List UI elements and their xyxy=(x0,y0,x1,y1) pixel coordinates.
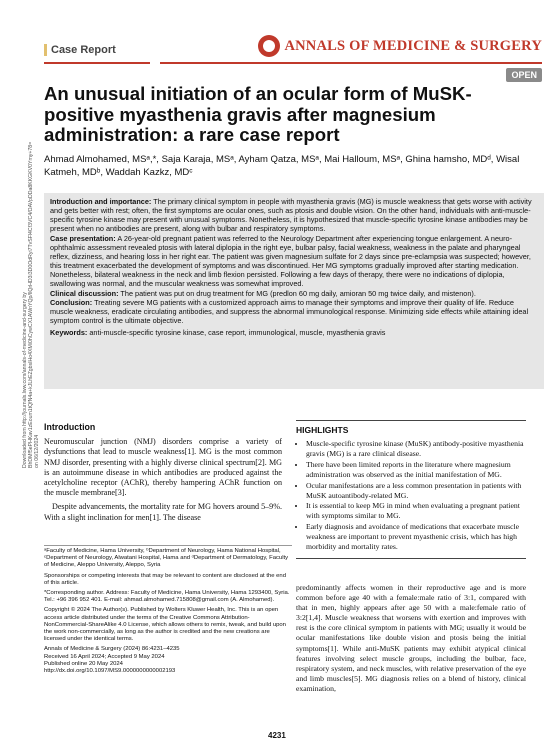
corresponding-author: *Corresponding author. Address: Faculty of Medicine, Hama University, Hama 1293400, Syria. Tel.: +96 396 952 401. E-mail: ahmad.almohamed.715808@gmail.com (A. Almohamed). xyxy=(44,590,290,604)
introduction-paragraph-1: Neuromuscular junction (NMJ) disorders comprise a variety of dysfunctions that lead to muscle weakness[1]. MG is the most common NMJ disorder, presenting with a highly diverse clinical spectrum[2]. MG is an autoimmune disease in which antibodies are produced against the acetylcholine receptor (AChR), thereby hampering AChR function on the muscle membrane[3]. xyxy=(44,437,282,498)
abstract-intro-label: Introduction and importance: xyxy=(50,197,152,206)
highlights-heading: HIGHLIGHTS xyxy=(296,425,349,435)
abstract-case-label: Case presentation: xyxy=(50,233,116,243)
keywords-label: Keywords: xyxy=(50,328,88,338)
download-notice: Downloaded from http://journals.lww.com/annals-of-medicine-and-surgery by BhDMf5ePHKav1zEoum1tQfN4a+kJLhEZgbsIHo4XMi0hCywCX1AWnYQp/IlQrHD3i3D0OdRyi7TvSFl4Cf3VC4/OAVpDDa8KKGKV0Ymy+78= on 06/12/2024 xyxy=(22,141,40,468)
introduction-heading: Introduction xyxy=(44,422,96,432)
citation: Annals of Medicine & Surgery (2024) 86:4231–4235 xyxy=(44,646,180,653)
doi-link[interactable]: http://dx.doi.org/10.1097/MS9.0000000000002193 xyxy=(44,668,176,675)
badge-rule xyxy=(44,62,150,64)
abstract-conclusion-label: Conclusion: xyxy=(50,297,93,307)
highlight-item: • Ocular manifestations are a less common presentation in patients with MuSK autoantibody-related MG. xyxy=(306,481,526,501)
abstract-case-text: A 26-year-old pregnant patient was referred to the Neurology Department after experiencing tongue enlargement. A neuro-ophthalmic assessment revealed ptosis with lateral diplopia in the right eye, bulbar palsy, facial weakness, weakness in the palate and pharyngeal reflex, dizziness, and hearing loss in her right ear. The patient was given magnesium sulfate for 2 days since pre-eclampsia was suspected; however, this treatment exacerbated the development of symptoms and was discontinued. Her MG symptoms gradually improved after starting medication. Nonetheless, bilateral weakness in the neck and limb flexion persisted. Following a few days of therapy, there were no indications of diplopia, swallowing was normal, and the muscular weakness was somewhat improved. xyxy=(50,233,531,289)
introduction-section xyxy=(44,422,282,527)
highlight-item: • Muscle-specific tyrosine kinase (MuSK) antibody-positive myasthenia gravis (MG) is a rare clinical disease. xyxy=(306,439,526,459)
journal-logo-icon xyxy=(258,35,280,57)
copyright-notice: Copyright © 2024 The Author(s). Published by Wolters Kluwer Health, Inc. This is an open access article distributed under the terms of the Creative Commons Attribution-NonCommercial-ShareAlike 4.0 License, which allows others to remix, tweak, and build upon the work non-commercially, as long as the author is credited and the new creations are licensed under the identical terms. xyxy=(44,607,286,643)
sponsorship-note: Sponsorships or competing interests that may be relevant to content are disclosed at the end of this article. xyxy=(44,572,286,586)
highlights-box xyxy=(296,420,526,559)
abstract-box xyxy=(44,193,544,389)
abstract-discussion xyxy=(50,289,538,298)
abstract-introduction xyxy=(50,197,538,234)
page-number: 4231 xyxy=(268,731,286,740)
abstract-intro-text: The primary clinical symptom in people with myasthenia gravis (MG) is muscle weakness that gets worse with activity and gets better with rest; often, the first symptoms are ocular ones, such as ptosis and double vision. On the other hand, individuals with anti-muscle-specific tyrosine kinase may present with unusual symptoms. Nonetheless, it is hypothesized that muscle-specific tyrosine kinase antibodies may be present when no antibodies are present, along with bulbar and respiratory symptoms. xyxy=(50,197,532,234)
introduction-paragraph-2: Despite advancements, the mortality rate for MG hovers around 5–9%. With a slight inclination for men[1]. The disease xyxy=(44,502,282,522)
open-access-badge: OPEN xyxy=(506,68,542,82)
abstract-discussion-text: The patient was put on drug treatment for MG (predlon 60 mg daily, amioran 50 mg twice daily, and mistenon). xyxy=(118,288,476,298)
article-title: An unusual initiation of an ocular form of MuSK-positive myasthenia gravis after magnesium administration: a rare case report xyxy=(44,83,472,145)
highlights-list xyxy=(296,439,526,552)
abstract-discussion-label: Clinical discussion: xyxy=(50,288,119,298)
highlight-item: • It is essential to keep MG in mind when evaluating a pregnant patient with symptoms similar to MG. xyxy=(306,501,526,521)
published-date: Published online 20 May 2024 xyxy=(44,660,123,667)
received-date: Received 16 April 2024; Accepted 9 May 2024 xyxy=(44,653,165,660)
author-list: Ahmad Almohamed, MSᵃ,*, Saja Karaja, MSᵃ, Ayham Qatza, MSᵃ, Mai Halloum, MSᵃ, Ghina hamsho, MDᵈ, Wisal Katmeh, MDᵇ, Waddah Kazkz, MDᶜ xyxy=(44,154,520,178)
highlight-item: • Early diagnosis and avoidance of medications that exacerbate muscle weakness are important to prevent myasthenic crisis, which has high morbidity and mortality rates. xyxy=(306,522,526,552)
abstract-conclusion xyxy=(50,298,538,325)
abstract-keywords xyxy=(50,328,538,337)
keywords-text: anti-muscle-specific tyrosine kinase, case report, immunological, muscle, myasthenia gravis xyxy=(87,328,386,338)
article-type-badge: Case Report xyxy=(44,44,116,56)
abstract-conclusion-text: Treating severe MG patients with a customized approach aims to manage their symptoms and improve their quality of life. Reduce muscle weakness, eradicate circulating antibodies, and suppress the abnormal immunological response. Minimizing side effects while attaining ideal symptom control is the ultimate objective. xyxy=(50,297,529,326)
body-right-column xyxy=(296,583,526,694)
journal-rule xyxy=(160,62,542,64)
footnotes xyxy=(44,545,292,675)
highlight-item: • There have been limited reports in the literature where magnesium administration was observed as the initial manifestation of MG. xyxy=(306,460,526,480)
body-paragraph: predominantly affects women in their reproductive age and is more common before age 40 with a female:male ratio of 3:1, compared with that in men, highly appears after age 50 with a male:female ratio of 3:2[1,4]. Muscle weakness that worsens with exertion and improves with rest is the core clinical symptom in patients with MG; usually it would be ocular manifestations like double vision and ptosis being the initial symptoms[1]. While anti-MuSK patients may exhibit atypical clinical features involving select muscle groups, including the bulbar, face, respiratory system, and neck muscles, with relative preservation of the eye and limb muscles[5]. MG diagnosis relies on a blend of history, clinical examination, xyxy=(296,583,526,693)
abstract-case xyxy=(50,234,538,289)
journal-header xyxy=(258,35,542,57)
affiliations: ᵃFaculty of Medicine, Hama University, ᵇDepartment of Neurology, Hama National Hospital, ᶜDepartment of Neurology, Alwatani Hospital, Hama and ᵈDepartment of Dermatology, Faculty of Medicine, Aleppo University, Aleppo, Syria xyxy=(44,548,289,569)
journal-name: ANNALS OF MEDICINE & SURGERY xyxy=(284,37,542,54)
download-sidebar xyxy=(2,141,42,468)
